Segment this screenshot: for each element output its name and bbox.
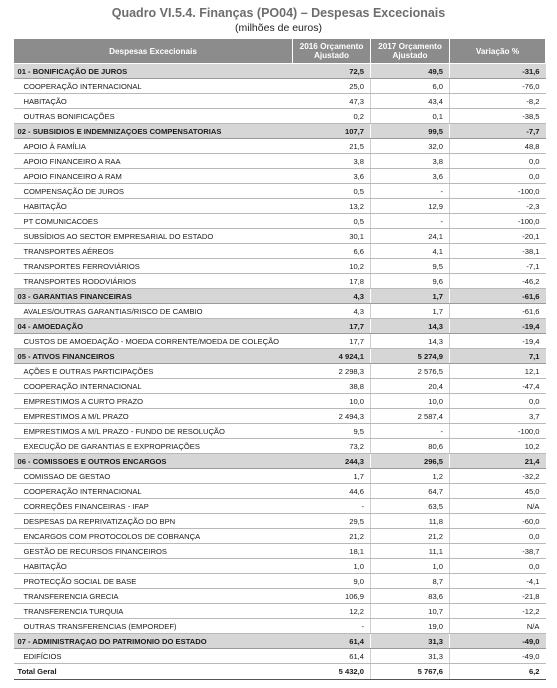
value-2017: 5 274,9	[371, 349, 450, 364]
row-label: 01 - BONIFICAÇÃO DE JUROS	[14, 64, 293, 79]
value-2016: 3,8	[293, 154, 371, 169]
value-2017: 10,7	[371, 604, 450, 619]
value-variacao: -49,0	[450, 634, 546, 649]
value-variacao: N/A	[450, 499, 546, 514]
table-row	[14, 529, 546, 544]
value-variacao: 0,0	[450, 169, 546, 184]
value-2017: 8,7	[371, 574, 450, 589]
table-row	[14, 589, 546, 604]
row-label: SUBSÍDIOS AO SECTOR EMPRESARIAL DO ESTADO	[14, 229, 293, 244]
value-2017: 49,5	[371, 64, 450, 79]
row-label: TRANSPORTES FERROVIÁRIOS	[14, 259, 293, 274]
row-label: 05 - ATIVOS FINANCEIROS	[14, 349, 293, 364]
value-2017: 24,1	[371, 229, 450, 244]
row-label: TRANSFERENCIA TURQUIA	[14, 604, 293, 619]
value-2017: 1,0	[371, 559, 450, 574]
value-variacao: -100,0	[450, 424, 546, 439]
value-variacao: -31,6	[450, 64, 546, 79]
row-label: CORREÇÕES FINANCEIRAS - IFAP	[14, 499, 293, 514]
value-2017: 6,0	[371, 79, 450, 94]
row-label: CUSTOS DE AMOEDAÇÃO - MOEDA CORRENTE/MOEDA DE COLEÇÃO	[14, 334, 293, 349]
value-2017: 63,5	[371, 499, 450, 514]
value-2017: 1,7	[371, 289, 450, 304]
group-row	[14, 64, 546, 79]
row-label: COMPENSAÇÃO DE JUROS	[14, 184, 293, 199]
row-label: PROTECÇÃO SOCIAL DE BASE	[14, 574, 293, 589]
row-label: 06 - COMISSOES E OUTROS ENCARGOS	[14, 454, 293, 469]
value-2017: 12,9	[371, 199, 450, 214]
value-2016: 29,5	[293, 514, 371, 529]
table-subtitle: (milhões de euros)	[235, 22, 322, 34]
table-row	[14, 244, 546, 259]
value-variacao: -4,1	[450, 574, 546, 589]
value-2016: 17,7	[293, 334, 371, 349]
table-row	[14, 154, 546, 169]
table-row	[14, 484, 546, 499]
value-2017: 32,0	[371, 139, 450, 154]
value-variacao: -12,2	[450, 604, 546, 619]
expenses-table	[13, 38, 546, 680]
value-2016: 44,6	[293, 484, 371, 499]
table-row	[14, 79, 546, 94]
row-label: EMPRESTIMOS A M/L PRAZO	[14, 409, 293, 424]
value-2017: 21,2	[371, 529, 450, 544]
value-2017: 11,1	[371, 544, 450, 559]
value-variacao: -7,1	[450, 259, 546, 274]
row-label: COOPERAÇÃO INTERNACIONAL	[14, 379, 293, 394]
value-variacao: 0,0	[450, 559, 546, 574]
row-label: HABITAÇÃO	[14, 199, 293, 214]
table-row	[14, 394, 546, 409]
row-label: 07 - ADMINISTRAÇAO DO PATRIMONIO DO ESTADO	[14, 634, 293, 649]
table-row	[14, 409, 546, 424]
value-variacao: -20,1	[450, 229, 546, 244]
value-2017: 2 587,4	[371, 409, 450, 424]
value-variacao: -100,0	[450, 184, 546, 199]
row-label: Total Geral	[14, 664, 293, 680]
value-2016: 0,5	[293, 214, 371, 229]
value-2017: 11,8	[371, 514, 450, 529]
row-label: COOPERAÇÃO INTERNACIONAL	[14, 484, 293, 499]
value-2017: 80,6	[371, 439, 450, 454]
row-label: TRANSPORTES AÉREOS	[14, 244, 293, 259]
value-2016: 21,5	[293, 139, 371, 154]
value-2016: 30,1	[293, 229, 371, 244]
value-2016: 106,9	[293, 589, 371, 604]
table-row	[14, 379, 546, 394]
table-row	[14, 514, 546, 529]
group-row	[14, 319, 546, 334]
value-2017: 20,4	[371, 379, 450, 394]
value-2017: 9,5	[371, 259, 450, 274]
value-2016: 25,0	[293, 79, 371, 94]
value-variacao: 0,0	[450, 394, 546, 409]
value-variacao: 12,1	[450, 364, 546, 379]
value-2016: -	[293, 499, 371, 514]
group-row	[14, 454, 546, 469]
value-variacao: -19,4	[450, 334, 546, 349]
value-2016: 5 432,0	[293, 664, 371, 680]
row-label: OUTRAS TRANSFERENCIAS (EMPORDEF)	[14, 619, 293, 634]
table-row	[14, 574, 546, 589]
table-row	[14, 424, 546, 439]
value-2016: 4,3	[293, 304, 371, 319]
value-variacao: -2,3	[450, 199, 546, 214]
table-row	[14, 274, 546, 289]
header-despesas: Despesas Excecionais	[14, 39, 293, 64]
row-label: EXECUÇÃO DE GARANTIAS E EXPROPRIAÇÕES	[14, 439, 293, 454]
group-row	[14, 349, 546, 364]
value-variacao: -49,0	[450, 649, 546, 664]
table-row	[14, 109, 546, 124]
value-2016: 0,5	[293, 184, 371, 199]
row-label: PT COMUNICACOES	[14, 214, 293, 229]
value-variacao: 0,0	[450, 154, 546, 169]
value-variacao: -38,1	[450, 244, 546, 259]
value-2016: 107,7	[293, 124, 371, 139]
row-label: 04 - AMOEDAÇÃO	[14, 319, 293, 334]
value-2016: 244,3	[293, 454, 371, 469]
table-row	[14, 214, 546, 229]
row-label: COOPERAÇÃO INTERNACIONAL	[14, 79, 293, 94]
row-label: GESTÃO DE RECURSOS FINANCEIROS	[14, 544, 293, 559]
value-variacao: 10,2	[450, 439, 546, 454]
table-row	[14, 364, 546, 379]
value-variacao: 48,8	[450, 139, 546, 154]
value-2017: 2 576,5	[371, 364, 450, 379]
row-label: DESPESAS DA REPRIVATIZAÇÃO DO BPN	[14, 514, 293, 529]
value-2017: 83,6	[371, 589, 450, 604]
value-2016: 4 924,1	[293, 349, 371, 364]
table-row	[14, 334, 546, 349]
value-2016: 10,2	[293, 259, 371, 274]
value-variacao: N/A	[450, 619, 546, 634]
value-2016: 6,6	[293, 244, 371, 259]
table-row	[14, 139, 546, 154]
table-row	[14, 169, 546, 184]
value-2016: 61,4	[293, 649, 371, 664]
table-row	[14, 499, 546, 514]
row-label: APOIO FINANCEIRO A RAA	[14, 154, 293, 169]
value-2017: 43,4	[371, 94, 450, 109]
value-2017: 0,1	[371, 109, 450, 124]
header-variacao: Variação %	[450, 39, 546, 64]
row-label: APOIO À FAMÍLIA	[14, 139, 293, 154]
value-variacao: -47,4	[450, 379, 546, 394]
value-variacao: 7,1	[450, 349, 546, 364]
row-label: HABITAÇÃO	[14, 94, 293, 109]
table-row	[14, 94, 546, 109]
table-row	[14, 304, 546, 319]
table-row	[14, 259, 546, 274]
value-variacao: -61,6	[450, 304, 546, 319]
value-2017: 4,1	[371, 244, 450, 259]
row-label: HABITAÇÃO	[14, 559, 293, 574]
value-2017: 9,6	[371, 274, 450, 289]
value-variacao: -38,5	[450, 109, 546, 124]
table-row	[14, 544, 546, 559]
value-variacao: -76,0	[450, 79, 546, 94]
value-variacao: 6,2	[450, 664, 546, 680]
value-2017: -	[371, 424, 450, 439]
value-variacao: 45,0	[450, 484, 546, 499]
value-variacao: -38,7	[450, 544, 546, 559]
table-row	[14, 619, 546, 634]
row-label: EMPRESTIMOS A M/L PRAZO - FUNDO DE RESOLUÇÃO	[14, 424, 293, 439]
value-2016: 9,5	[293, 424, 371, 439]
value-2016: 17,8	[293, 274, 371, 289]
value-2017: 10,0	[371, 394, 450, 409]
value-2017: 1,7	[371, 304, 450, 319]
table-row	[14, 469, 546, 484]
row-label: OUTRAS BONIFICAÇÕES	[14, 109, 293, 124]
row-label: AVALES/OUTRAS GARANTIAS/RISCO DE CAMBIO	[14, 304, 293, 319]
row-label: EMPRESTIMOS A CURTO PRAZO	[14, 394, 293, 409]
row-label: AÇÕES E OUTRAS PARTICIPAÇÕES	[14, 364, 293, 379]
row-label: 03 - GARANTIAS FINANCEIRAS	[14, 289, 293, 304]
value-variacao: -100,0	[450, 214, 546, 229]
value-variacao: 3,7	[450, 409, 546, 424]
row-label: TRANSFERENCIA GRECIA	[14, 589, 293, 604]
table-row	[14, 649, 546, 664]
group-row	[14, 634, 546, 649]
value-2016: 47,3	[293, 94, 371, 109]
table-row	[14, 199, 546, 214]
value-variacao: -61,6	[450, 289, 546, 304]
group-row	[14, 289, 546, 304]
value-2016: 61,4	[293, 634, 371, 649]
value-2016: 2 298,3	[293, 364, 371, 379]
value-2016: 18,1	[293, 544, 371, 559]
value-2017: 296,5	[371, 454, 450, 469]
value-2016: 38,8	[293, 379, 371, 394]
group-row	[14, 124, 546, 139]
total-row	[14, 664, 546, 680]
value-2016: 1,7	[293, 469, 371, 484]
value-2016: 73,2	[293, 439, 371, 454]
value-variacao: -46,2	[450, 274, 546, 289]
header-row	[14, 39, 546, 64]
row-label: TRANSPORTES RODOVIÁRIOS	[14, 274, 293, 289]
row-label: 02 - SUBSIDIOS E INDEMNIZAÇOES COMPENSATORIAS	[14, 124, 293, 139]
row-label: ENCARGOS COM PROTOCOLOS DE COBRANÇA	[14, 529, 293, 544]
value-2017: 5 767,6	[371, 664, 450, 680]
table-body	[14, 64, 546, 680]
header-2017: 2017 Orçamento Ajustado	[371, 39, 450, 64]
table-row	[14, 184, 546, 199]
value-2017: -	[371, 214, 450, 229]
value-2016: 72,5	[293, 64, 371, 79]
value-2016: 21,2	[293, 529, 371, 544]
value-variacao: -60,0	[450, 514, 546, 529]
value-2016: 2 494,3	[293, 409, 371, 424]
value-2016: 17,7	[293, 319, 371, 334]
value-2016: 12,2	[293, 604, 371, 619]
table-title: Quadro VI.5.4. Finanças (PO04) – Despesas Excecionais	[111, 6, 446, 20]
value-variacao: 0,0	[450, 529, 546, 544]
value-2016: -	[293, 619, 371, 634]
value-2017: 3,8	[371, 154, 450, 169]
value-2016: 3,6	[293, 169, 371, 184]
header-2016: 2016 Orçamento Ajustado	[293, 39, 371, 64]
value-2016: 13,2	[293, 199, 371, 214]
table-row	[14, 439, 546, 454]
value-2017: 19,0	[371, 619, 450, 634]
row-label: COMISSAO DE GESTAO	[14, 469, 293, 484]
value-variacao: -32,2	[450, 469, 546, 484]
value-2017: 1,2	[371, 469, 450, 484]
value-variacao: -21,8	[450, 589, 546, 604]
value-2016: 9,0	[293, 574, 371, 589]
row-label: EDIFÍCIOS	[14, 649, 293, 664]
value-2017: -	[371, 184, 450, 199]
value-2016: 1,0	[293, 559, 371, 574]
value-variacao: -8,2	[450, 94, 546, 109]
value-2017: 3,6	[371, 169, 450, 184]
value-2016: 4,3	[293, 289, 371, 304]
value-variacao: -7,7	[450, 124, 546, 139]
table-row	[14, 604, 546, 619]
row-label: APOIO FINANCEIRO A RAM	[14, 169, 293, 184]
value-variacao: 21,4	[450, 454, 546, 469]
value-2017: 64,7	[371, 484, 450, 499]
value-2017: 14,3	[371, 319, 450, 334]
value-2017: 31,3	[371, 649, 450, 664]
table-row	[14, 229, 546, 244]
value-2017: 31,3	[371, 634, 450, 649]
value-2016: 0,2	[293, 109, 371, 124]
value-2017: 14,3	[371, 334, 450, 349]
value-variacao: -19,4	[450, 319, 546, 334]
value-2016: 10,0	[293, 394, 371, 409]
value-2017: 99,5	[371, 124, 450, 139]
table-row	[14, 559, 546, 574]
